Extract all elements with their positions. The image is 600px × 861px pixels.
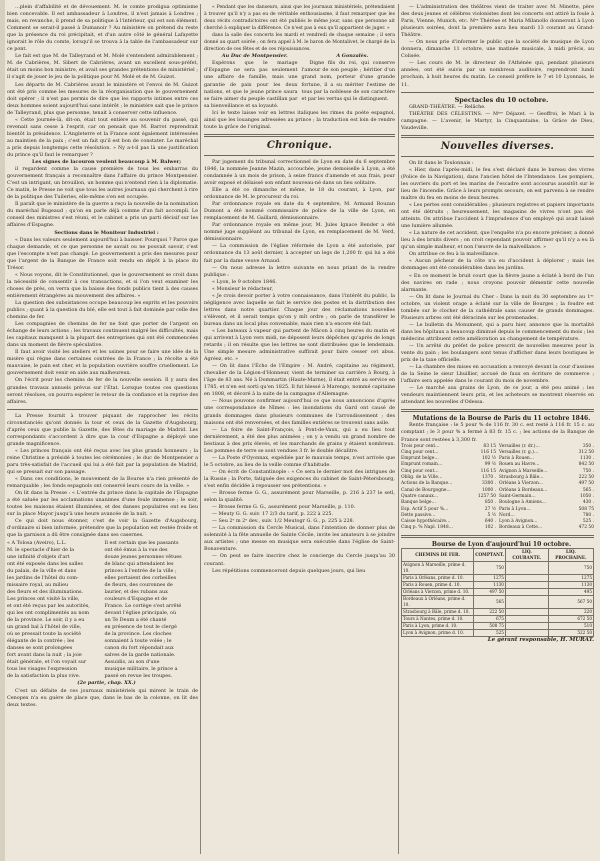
article-diplomacy [7, 166, 198, 229]
rate-label: Rouen au Havre… [499, 462, 540, 468]
paragraph: — La commission de l'église réformée de Lyon a été autorisée, par ordonnance du 13 août dernier, à accepter un legs de 1,200 fr. qui lui a été fait par la dame veuve Arnaud. [204, 243, 395, 264]
rate-value: 99 ½ [484, 462, 496, 468]
verse-line: elles portaient des corbeilles [104, 574, 177, 581]
paragraph: Le fait est que M. de Talleyrand et M. Molé s'entendent admirablement ; M. de Cabrières, M. Sibert de Cabrières, avant un excellent sous-préfet, était un moins bon ministre, et avait ses grandes prétentions de ministériel ; il s'agit de jouer le jeu de la politique pour M. Molé et de M. Guizot. [7, 53, 198, 81]
table-cell: 522 50 [548, 629, 593, 636]
rate-value: 5 ½ [487, 512, 496, 518]
paragraph: — Le bulletin du Monument, qui a paru hier, annonce que la mortalité dans les hôpitaux a beaucoup diminué depuis le commencement du mois ; les médecins attribuent cette amélioration au changement de température. [401, 321, 594, 342]
rate-label: Emprunt belge… [401, 456, 439, 462]
poem-title: Au Duc de Montpensier. [221, 53, 288, 60]
paragraph: — On lit dans l'Écho de l'Empire : M. André, capitaine au régiment, chevalier de la Légion-d'Honneur, vient de terminer sa carrière à Bourg, à l'âge de 83 ans. Né à Dommartin (Haute-Marne), il était entré au service en 1785, et n'en est sorti qu'en 1825. Il fut blessé à Marengo, nommé capitaine en 1808, et décoré à la suite de la campagne d'Allemagne. [204, 363, 395, 398]
verse-line: salves de la garde nationale. [104, 652, 176, 659]
verse-line: de fleurs, des couronnes de [104, 581, 173, 588]
lyon-bourse-title: Bourse de Lyon d'aujourd'hui 10 octobre. [431, 540, 572, 548]
verse-line: Les princes ont visité la ville, [7, 595, 80, 602]
paragraph: — On peut se faire inscrire chez le concierge du Cercle jusqu'au 30 courant. [204, 553, 395, 567]
verse-line: ont été émus à la vue des [104, 546, 168, 553]
article-tail: C'est un défaite de ces journaux ministériels qui mirent le train de Cenopex n'a eu guère de place que, dans le bas de la colonne, on lit des deux textes. [7, 687, 198, 708]
rate-label: Oblig. de la Ville… [401, 475, 443, 481]
verse-line: passé en revue les troupes. [104, 673, 173, 680]
article-moniteur-industriel [7, 237, 198, 406]
paragraph: — La Poste d'Oyonnax, expédiée par le mauvais temps, n'est arrivée que le 5 octobre, au lieu de la veille comme d'habitude. [204, 454, 395, 468]
spectacles-title: Spectacles du 10 octobre. [454, 95, 549, 104]
table-row [402, 629, 594, 636]
paragraph: Il faut avoir visité les ateliers et les usines pour se faire une idée de la misère qui règne dans certaines contrées de la France ; la récolte a été mauvaise, le pain est cher, et la population ouvrière souffre cruellement. Le gouvernement doit venir en aide aux malheureux. [7, 349, 198, 377]
page-spine [0, 0, 5, 861]
paragraph: Par ordonnance royale en même jour, M. Jules Ignace Bender a été nommé juge suppléant au tribunal de Lyon, en remplacement de M. Verd, démissionnaire. [204, 222, 395, 243]
table-cell: Orléans à Vierzon, prime d. 10. [402, 588, 474, 595]
column-right [401, 4, 594, 856]
table-cell: Paris à Rouen, prime d. 10. [402, 581, 474, 588]
poem-text: Digne fils du roi, qui conserve l'amour de son peuple ; héritier d'un grand nom, porteur d'une grande fortune, il a su mériter l'estime de tous par la noblesse de son caractère et par les vertus qui le distinguent. [301, 60, 395, 102]
paragraph: — Seu 2ᵉ m 2ᵉ dev., suiv. 1/2 Meutogr G. G., p. 225 à 228. [212, 518, 355, 525]
table-cell: 525 [474, 629, 506, 636]
rate-label: Paris à Rouen… [499, 456, 535, 462]
rate-label: Nord… [499, 512, 515, 518]
poem-note: Ici le texte laisse voir en lettres italiques les rimes du poète espagnol, ainsi que les louanges adressées au prince ; la traduction est loin de rendre toute la grâce de l'original. [204, 109, 395, 130]
table-cell [505, 629, 548, 636]
divider [401, 92, 594, 93]
divider [401, 135, 594, 138]
rate-value: 508 75 [578, 506, 594, 512]
chronique-title: Chronique. [266, 139, 333, 151]
paris-bourse-intro: Rente française : le 5 pour % de 116 fr. 30 c. est resté à 116 fr. 15 c. au comptant ; le 3 pour % a fermé à 83 fr. 15 c. ; les actions de la Banque de France sont restées à 3,300 fr. [401, 422, 594, 443]
table-cell [505, 588, 548, 595]
rate-value: 1370 . [482, 475, 496, 481]
paragraph: « Nous voyons, dit le Constitutionnel, que le gouvernement se croit dans la nécessité de consentir à ces transactions, et si l'on veut examiner les choses de près, on verra que la baisse des fonds publics tient à des causes entièrement étrangères au mouvement des affaires. » [7, 271, 198, 299]
paragraph: Les répétitions commenceront depuis quelques jours, qui lieu [212, 567, 366, 574]
verse-line: de la satisfaction la plus vive. [7, 673, 81, 680]
verse-line: fort avant dans la nuit ; la joie [7, 652, 82, 659]
rate-value: 83 15 [483, 443, 496, 449]
paragraph: — On nous prie d'informer le public que la société de musique de Lyon donnera, dimanche 11 octobre, une matinée musicale, à midi précis, au Colisée. [401, 39, 594, 60]
table-header-cell: COMPTANT. [474, 548, 506, 561]
paragraph: Par ordonnance royale en date du 4 septembre, M. Armand Rouzan Dumont a été nommé commissaire de police de la ville de Lyon, en remplacement de M. Gaillard, démissionnaire. [204, 201, 395, 222]
rate-label: Trois pour cent… [401, 443, 440, 449]
table-cell: 1275 [474, 574, 506, 581]
paragraph: il regardent comme la cause première de tous les embarras du gouvernement français a reconnaître dans l'affaire du prince Montpensier. C'est un intrigant, un brouillon, un homme qui n'entend rien à la diplomatie. Ce matin, le Presse ne voit que tous les autres journaux qui cherchent à rire de la politique des Tuileries, elle-même s'en est occupée. [7, 166, 198, 201]
paragraph: Par jugement du tribunal correctionnel de Lyon en date du 6 septembre 1846, la nommée Jeanne Mazin, accouchée, jeune demoiselle à Lyon, a été condamnée à un mois de prison, à seize francs d'amende et aux frais, pour avoir exposé et délaissé son enfant nouveau-né dans un lieu solitaire. [204, 158, 395, 186]
verse-line: Il est certain que les passants [104, 539, 179, 546]
rate-value: 472 50 [578, 525, 594, 531]
verse-line: danses se sont prolongées [7, 645, 73, 652]
rate-label: Canal de Bourgogne… [401, 487, 451, 493]
paragraph: La Presse fournit à trouver piquant de rapprocher les récits circonstanciés qu'ont donnés la tour et ceux de la Gazette d'Augsbourg, d'après ceux que publie la Gazette, des fêtes du mariage de Madrid. Les correspondants s'accordent à dire que la cour d'Espagne a déployé une grande magnificence. [7, 412, 198, 447]
table-cell: 565 [474, 595, 506, 608]
paragraph: « Hier, dans l'après-midi, le feu s'est déclaré dans le bureau des vivres (Police de la Navigation), dans l'ancien hôtel de l'Intendance. Les pompiers, les ouvriers du port et les marins de l'escadre sont accourus aussitôt sur le lieu de l'incendie. Grâce à leurs prompts secours, on est parvenu à se rendre maître du feu en moins de deux heures. [401, 166, 594, 201]
poem-text: Espérons que le mariage d'Espagne ne sera pas seulement une affaire de famille, mais une garantie de paix pour les deux nations, et que le jeune prince saura se faire aimer du peuple castillan par sa bienveillance et sa loyauté. [204, 60, 298, 109]
rate-value: 850 . [484, 500, 496, 506]
chronique-body [204, 159, 395, 575]
paragraph: « Les bateaux à vapeur qui partent de Mâcon à cinq heures du matin et qui arrivent à Lyon vers midi, ne déposent leurs dépêches qu'après de longs retards ; il en résulte que les lettres ne sont distribuées que le lendemain. Une simple mesure administrative suffirait pour faire cesser cet abus. Agréez, etc. » [204, 327, 395, 363]
table-cell: 1130 [474, 581, 506, 588]
verse-line: musique militaire, le prince a [104, 666, 178, 673]
divider [401, 409, 594, 412]
paragraph: — Brosse ferme G. G., assurément pour Marseille, p. 216 à 237 le setl, selon la qualité. [204, 490, 395, 504]
verse-line: élégante de la contrée ; les [7, 638, 75, 645]
poem-right [302, 53, 396, 109]
table-cell: Avignon à Marseille, prime d. 10. [402, 561, 474, 574]
gerant-signature: Le gérant responsable, H. MURAT. [487, 636, 594, 643]
verse-line: « A Tolosa (Aveiro), L.L. [7, 539, 67, 546]
verse-line: des fleurs et des illuminations. [7, 588, 84, 595]
rate-label: Actions de la Banque… [401, 481, 453, 487]
verse-line: où se pressait toute la société [7, 631, 82, 638]
rate-row [401, 525, 496, 531]
paragraph: …plein d'affabilité et de dévouement. M. le comte prodigua optimisme bien concevable. Il est ambassadeur à Londres, il n'est jamais à Londres ; mais, en revanche, il prend de sa politique à l'intérieur, qui est son élément. Comment se serait-il passé à Dumanoir ? Au ministère on prétend du reste que la présence du roi précipitait, et d'un autre côté le général Lafayette ignorait le rôle du comte, lorsqu'il se trouva à la table de l'ambassadeur sur ce pont. [7, 4, 198, 53]
rate-label: Cinq pour cent… [401, 449, 439, 455]
poem-left [204, 53, 298, 109]
rates-left [401, 444, 496, 532]
table-cell [505, 574, 548, 581]
rate-value: 1130 . [580, 456, 594, 462]
article-journals-quote: « Pendant que les danseurs, ainsi que les journaux ministériels, prétendaient à trouver qu'il n'y a pas eu de véritable enthousiasme, il faut remarquer que les deux récits contradictoires ont été publiés le même jour, sans que personne ait cherché à expliquer la différence. Ce n'est pas à eux qu'il appartient de juger. » [204, 5, 395, 32]
spectacle-item: THÉÂTRE DES CÉLESTINS. — Mᵐᵉ Déjazet. — Geoffroi, le Mari à la campagne. — L'avenir, le Martyr, la Cinquantaine, la Grâce de Dieu, Vaudeville. [401, 110, 594, 131]
rate-label: Cinq p. % Napl. 1848… [401, 525, 453, 531]
paragraph: « En ce moment le bruit court que la fièvre jaune a éclaté à bord de l'un des navires en rade ; nous croyons pouvoir démentir cette nouvelle alarmante. [401, 272, 594, 293]
rate-label: Strasbourg à Bâle… [499, 475, 544, 481]
rate-value: 497 50 [578, 481, 594, 487]
rate-value: 750 . [582, 468, 594, 474]
rate-label: Cinq pour cent… [401, 468, 439, 474]
rate-value: 640 . [484, 519, 496, 525]
rate-label: Caisse hypothécaire… [401, 519, 451, 525]
verse-line: un Te Deum a été chanté [104, 617, 167, 624]
table-cell: 497 50 [474, 588, 506, 595]
rate-label: Lyon à Avignon… [499, 519, 538, 525]
table-cell: 510 [548, 622, 593, 629]
table-header-row [402, 548, 594, 561]
divider [401, 535, 594, 538]
table-row [402, 608, 594, 615]
paragraph: — L'administration des théâtres vient de traiter avec M. Minette, père des deux jeunes et célèbres violonistes dont les concerts ont attiré la foule à Paris, Vienne, Munich, etc. Mᵉˢ Thérèse et Maria Milanollo donneront à Lyon plusieurs soirées, dont la première aura lieu mardi 13 courant au Grand-Théâtre. [401, 4, 594, 39]
section-heading-moniteur: Sections dans le Moniteur Industriel : [54, 229, 159, 236]
verse-right [105, 540, 199, 681]
rate-label: Orléans à Vierzon… [499, 481, 544, 487]
paragraph: — On écrit de Constantinople : « Ce sera le dernier mot des intrigues de la Russie ; la Porte, fatiguée des exigences du cabinet de Saint-Pétersbourg, s'est enfin décidée à repousser ses prétentions. » [204, 468, 395, 489]
table-cell [505, 581, 548, 588]
verse-line: canon du fort répondait aux [104, 645, 174, 652]
table-header-cell: LIQ. COURANTE. [505, 548, 548, 561]
verse-line: une infinité d'objets d'art [7, 553, 70, 560]
verse-left [7, 540, 101, 681]
rate-label: Emprunt romain… [401, 462, 443, 468]
divider [401, 156, 594, 157]
column-rule [200, 4, 201, 854]
nouvelles-body [401, 167, 594, 407]
table-cell: Paris à Lyon, prime d. 10. [402, 622, 474, 629]
table-cell [505, 561, 548, 574]
spectacles-list [401, 104, 594, 132]
table-cell: Strasbourg à Bâle, prime d. 10. [402, 608, 474, 615]
poem-title: A Gonzalès. [336, 53, 369, 60]
rate-label: Boulogne à Amiens… [499, 500, 547, 506]
rate-value: 222 50 [578, 475, 594, 481]
rate-label: Quatre canaux… [401, 493, 439, 499]
table-cell [505, 622, 548, 629]
paris-bourse-title: Mutations de la Bourse de Paris du 11 octobre 1846. [412, 415, 591, 423]
rate-label: Dette passive… [401, 512, 436, 518]
section-heading: Les signes de lacouron veulent beaucoup à M. Balwer; [31, 159, 182, 166]
divider [204, 155, 395, 156]
nouvelles-title: Nouvelles diverses. [440, 140, 555, 152]
paragraph: « Les princes français ont été reçus avec les plus grands honneurs ; la reine Christine a présidé à toutes les cérémonies ; le duc de Montpensier a paru très-satisfait de l'accueil qui lui a été fait par la population de Madrid, qui se pressait sur son passage. [7, 447, 198, 476]
verse-line: France. Le cortège s'est arrêté [104, 602, 182, 609]
verse-line: qui les ont complimentés au nom [7, 609, 90, 616]
paragraph: On attribue ce feu à la malveillance. [409, 251, 500, 258]
rates-right [499, 444, 594, 532]
verse-line: douze jeunes personnes vêtues [104, 553, 182, 560]
paragraph: Il paraît que le ministère de la guerre a reçu la nouvelle de la nomination du maréchal Bugeaud ; qu'on en parle déjà comme d'un fait accompli. Le conseil des ministres s'est réuni, et le cabinet a pris un parti décisif sur les affaires d'Espagne. [7, 201, 198, 229]
table-cell: Bordeaux à Orléans, prime d. 10. [402, 595, 474, 608]
rate-label: Versailles (r. dr.)… [499, 443, 540, 449]
rate-value: 525 . [582, 519, 594, 525]
verse-line: les jardins de l'hôtel du com- [7, 574, 79, 581]
paragraph: — Brosse ferme G. G., assurément pour Marseille, p. 110. [212, 504, 356, 511]
table-cell: Lyon à Avignon, prime d. 10. [402, 629, 474, 636]
rate-value: 116 15 [480, 468, 496, 474]
table-cell: 1130 [548, 581, 593, 588]
verse-line: de la province. Les cloches [104, 631, 172, 638]
verse-line: M. le spectacle d'hier de la [7, 546, 75, 553]
verse-line: laurier, et des rubans aux [104, 588, 168, 595]
rate-label: Avignon à Marseille… [499, 468, 548, 474]
rate-value: 312 50 [578, 449, 594, 455]
paragraph: On lit dans la Presse : « L'entrée du prince dans la capitale de l'Espagne a été saluée par les acclamations unanimes d'une foule immense ; le soir, toutes les maisons étaient illuminées, et des danses populaires ont eu lieu sur la place Mayor jusqu'à une heure avancée de la nuit. » [7, 490, 198, 518]
paragraph: — La foire de Saint-François, à Pont-de-Vaux, qui a eu lieu tout dernièrement, a été des plus animées ; on y a vendu un grand nombre de bestiaux à des prix élevés, et les marchands de grains y étaient nombreux. Les pommes de terre se sont vendues 3 fr. le double décalitre. [204, 426, 395, 454]
paragraph: Les départs de M. Cabriéres avant le ministère et l'envoi de M. Guizot ont été pris comme les mesures de la réorganisation que le gouvernement doit opérer ; il n'est pas permis de dire que les rapports intimes entre ces deux hommes soient aujourd'hui sans intérêt ; le ministère sait que le prince de Talleyrand, plus que personne, tenait à conserver cette influence. [7, 81, 198, 116]
nouvelles-lead: On lit dans le Toulonnais : [409, 159, 474, 166]
rate-value: 1000 . [482, 487, 496, 493]
paragraph: — Nous pouvons confirmer aujourd'hui ce que nous annoncions d'après une correspondance de Nîmes : les inondations du Gard ont causé de grands dommages dans plusieurs communes de l'arrondissement ; des maisons ont été renversées, et des familles entières se trouvent sans asile. [204, 398, 395, 426]
rate-label: Versailles (r. g.)… [499, 449, 539, 455]
rate-value: 102 ½ [481, 456, 496, 462]
table-row [402, 581, 594, 588]
table-row [402, 561, 594, 574]
table-cell: 508 75 [474, 622, 506, 629]
paragraph: — La chambre des mises en accusation a renvoyé devant la cour d'assises de la Seine le sieur Lhuillier, accusé de faux en écriture de commerce ; l'affaire sera appelée dans le courant du mois de novembre. [401, 364, 594, 385]
table-cell [505, 595, 548, 608]
verse-line: de la province. Le soir, il y a eu [7, 617, 85, 624]
column-rule [398, 4, 399, 854]
table-row [402, 588, 594, 595]
verse-line: ont été exposés dans les salles [7, 560, 83, 567]
paragraph: La question des subsistances occupe beaucoup les esprits et les pouvoirs publics ; quant à la question du blé, elle est tout à fait dominée par celle des chemins de fer. [7, 299, 198, 321]
article-theatres [401, 4, 594, 89]
paragraph: — Un arrêté du préfet de police prescrit de nouvelles mesures pour la vente du pain ; les boulangers sont tenus d'afficher dans leurs boutiques le prix de la taxe officielle. [401, 342, 594, 364]
article-politics-intro [7, 4, 198, 159]
paragraph: — Les cours de M. le directeur de l'Athénée qui, pendant plusieurs années, ont été suivis par un nombreux auditoire, reprendront lundi prochain, à huit heures du matin. Le conseil préfère le 7 et 10 Lyonnais, le 11. [401, 60, 594, 88]
rate-value: 3300 . [482, 481, 496, 487]
verse-line: un grand bal à l'hôtel de ville, [7, 624, 82, 631]
verse-line: en présence de tout le clergé [104, 624, 177, 631]
paragraph: « La nature de cet accident, que l'enquête n'a pu encore préciser, a donné lieu à des bruits divers ; on croit cependant pouvoir affirmer qu'il n'y a eu là qu'un simple malheur, et non l'œuvre de la malveillance. » [401, 230, 594, 251]
paragraph: Elle a été ce dimanche et même, le 18 du courant, à Lyon, par ordonnance de M. le procureur du roi. [204, 187, 395, 201]
table-cell: 672 50 [548, 615, 593, 622]
verse-line: sonnaient à toute volée ; le [104, 638, 172, 645]
rate-value: 350 . [582, 443, 594, 449]
table-cell: 1275 [548, 574, 593, 581]
paragraph: — La commission du Cercle Musical, dans l'intention de donner plus de solennité à la fête annuelle de Sainte Cécile, invite les amateurs à se joindre aux artistes ; une messe en musique sera exécutée dans l'église de Saint-Bonaventure. [204, 525, 395, 553]
table-row [402, 595, 594, 608]
verse-caption: (2e partie, chap. XX.) [77, 680, 136, 687]
column-middle [204, 4, 395, 856]
table-cell [505, 615, 548, 622]
paragraph: — Le marché aux grains de Lyon, de ce jour, a été peu animé ; les vendeurs maintiennent leurs prix, et les acheteurs se montrent réservés en attendant les nouvelles d'Odessa. [401, 385, 594, 406]
spectacle-item: GRAND-THÉÂTRE. — Relâche. [409, 103, 486, 110]
paragraph: On l'écrit pour les chemins de fer de la nouvelle session. Il y aura des grandes travaux annuels prévus sur l'État. Lorsque toutes ces questions seront résolues, on pourra espérer le retour de la confiance et la reprise des affaires. [7, 377, 198, 405]
rate-value: 102 . [484, 525, 496, 531]
paragraph: « Les pertes sont considérables ; plusieurs registres et papiers importants ont été détruits ; heureusement, les magasins de vivres n'ont pas été atteints. On attribue l'accident à l'imprudence d'un employé qui avait laissé une lumière allumée. [401, 202, 594, 230]
table-cell: 222 50 [474, 608, 506, 615]
lyon-bourse-table [401, 548, 594, 637]
rate-value: 27 ½ [484, 506, 496, 512]
rate-value: 1050 . [580, 493, 594, 499]
rate-label: Orléans à Bordeaux… [499, 487, 548, 493]
table-header-cell: LIQ. PROCHAINE. [548, 548, 593, 561]
table-row [402, 622, 594, 629]
table-row [402, 574, 594, 581]
paragraph: Ce qui doit nous étonner, c'est de voir la Gazette d'Augsbourg, d'ordinaire si bien informée, prétendre que la population est restée froide et que la garnison a dû être consignée dans ses casernes. [7, 518, 198, 539]
table-body [402, 561, 594, 636]
rate-row [499, 525, 594, 531]
paragraph: « Dans ces conditions, le mouvement de la Bourse n'a rien présenté de remarquable ; les fonds espagnols ont conservé leurs cours de la veille. » [7, 476, 198, 490]
poem-columns [204, 53, 395, 109]
paragraph: « Lyon, le 9 octobre 1846. [212, 278, 277, 285]
table-row [402, 615, 594, 622]
column-left [7, 4, 198, 856]
verse-line: Assuidis, au son d'une [104, 659, 160, 666]
table-cell: Tours à Nantes, prime d. 10. [402, 615, 474, 622]
verse-line: était générale, et l'on voyait sur [7, 659, 87, 666]
paragraph: Les compagnies de chemins de fer ne font que porter de l'argent en échange de leurs actions ; les travaux continuent malgré les difficultés, mais les capitaux manquent à la plupart des entreprises qui ont été commencées dans un moment de fièvre spéculative. [7, 321, 198, 349]
paragraph: « Monsieur le rédacteur, [212, 285, 274, 292]
paragraph: — Meuty G. G. suiv. 17 2/3 du tarif, p. 222 à 225. [212, 511, 334, 518]
verse-line: de blanc qui attendaient les [104, 560, 174, 567]
paragraph: « Dans les valeurs seulement aujourd'hui à baisser. Pourquoi ? Parce que chaque demande, et ce que personne ne savait ou ne pouvait savoir, c'est que l'escompte n'est pas changé. Le gouvernement a pris des mesures pour que l'argent de la Banque de France soit rendu en dépôt à la place du Trésor. [7, 236, 198, 271]
verse-line: missaire royal, au milieu [7, 581, 69, 588]
rate-value: 842 50 [578, 462, 594, 468]
table-cell: 495 [548, 588, 593, 595]
divider [7, 409, 198, 410]
paragraph: « Je crois devoir porter à votre connaissance, dans l'intérêt du public, la négligence avec laquelle se fait le service des postes et la distribution des lettres dans notre quartier. Chaque jour des réclamations nouvelles s'élèvent, et il serait temps qu'on y mît ordre ; on parle de transférer le bureau dans un local plus convenable, mais rien n'a encore été fait. [204, 292, 395, 327]
verse-line: du palais, de la ville et dans [7, 567, 77, 574]
divider [204, 134, 395, 137]
verse-line: couleurs d'Espagne et de [104, 595, 168, 602]
verse-line: devant l'église principale, où [104, 609, 177, 616]
rate-value: 430 . [582, 500, 594, 506]
rate-label: Saint-Germain… [499, 493, 536, 499]
rate-label: Esp. Actif 5 pour %… [401, 506, 449, 512]
article-madrid-wedding [7, 413, 198, 540]
rate-value: 1257 50 [477, 493, 496, 499]
table-cell: Paris à Orléans, prime d. 10. [402, 574, 474, 581]
article-fetes: dans la salle des concerts les mardi et vendredi de chaque semaine ; il sera donné au quart soirée ; on fera appel à M. le baron de Montalivet, le chargé de la direction de ces fêtes et de ces réjouissances. [204, 33, 395, 53]
verse-line: et ont été reçus par les autorités, [7, 602, 90, 609]
verse-line: princes à l'entrée de la ville ; [104, 567, 177, 574]
rate-label: Paris à Lyon… [499, 506, 531, 512]
paragraph: « Cette journée-là, dit-on, était tout entière au souvenir du passé, qui revenait sans cesse à l'esprit, car on pensait que M. Barrot reprendrait bientôt la présidence. L'Angleterre et la France sont également intéressées au maintien de la paix ; c'est un fait qu'il est bon de constater. Le maréchal a pris depuis longtemps cette résolution. » Ny a-t-il pas là une justification du prince qu'il faut le remarquer ? [7, 116, 198, 158]
table-cell [505, 608, 548, 615]
table-cell: 750 [474, 561, 506, 574]
rate-value: 116 15 [480, 449, 496, 455]
paragraph: « Aucun pêcheur de la côte n'a eu d'accident à déplorer ; mais les dommages ont été considérables dans les jardins. [401, 258, 594, 272]
table-cell: 220 [548, 608, 593, 615]
rate-value: 565 . [582, 487, 594, 493]
verse-line: tous les visages l'expression [7, 666, 78, 673]
rate-value: 780 . [582, 512, 594, 518]
paragraph: — On nous adresse la lettre suivante en nous priant de la rendre publique : [204, 264, 395, 278]
table-cell: 567 50 [548, 595, 593, 608]
rate-label: Bordeaux à Cette… [499, 525, 543, 531]
paris-bourse-rates [401, 444, 594, 532]
table-cell: 675 [474, 615, 506, 622]
table-header-cell: CHEMINS DE FER. [402, 548, 474, 561]
paragraph: — On lit dans le Journal du Cher : Dans la nuit du 30 septembre au 1ᵉʳ octobre, un violent orage a éclaté sur la ville de Bourges ; la foudre est tombée sur le clocher de la cathédrale sans causer de grands dommages. Plusieurs arbres ont été déracinés sur les promenades. [401, 293, 594, 321]
rate-label: Banque belge… [401, 500, 436, 506]
table-cell: 750 [548, 561, 593, 574]
verse-columns [7, 540, 198, 681]
